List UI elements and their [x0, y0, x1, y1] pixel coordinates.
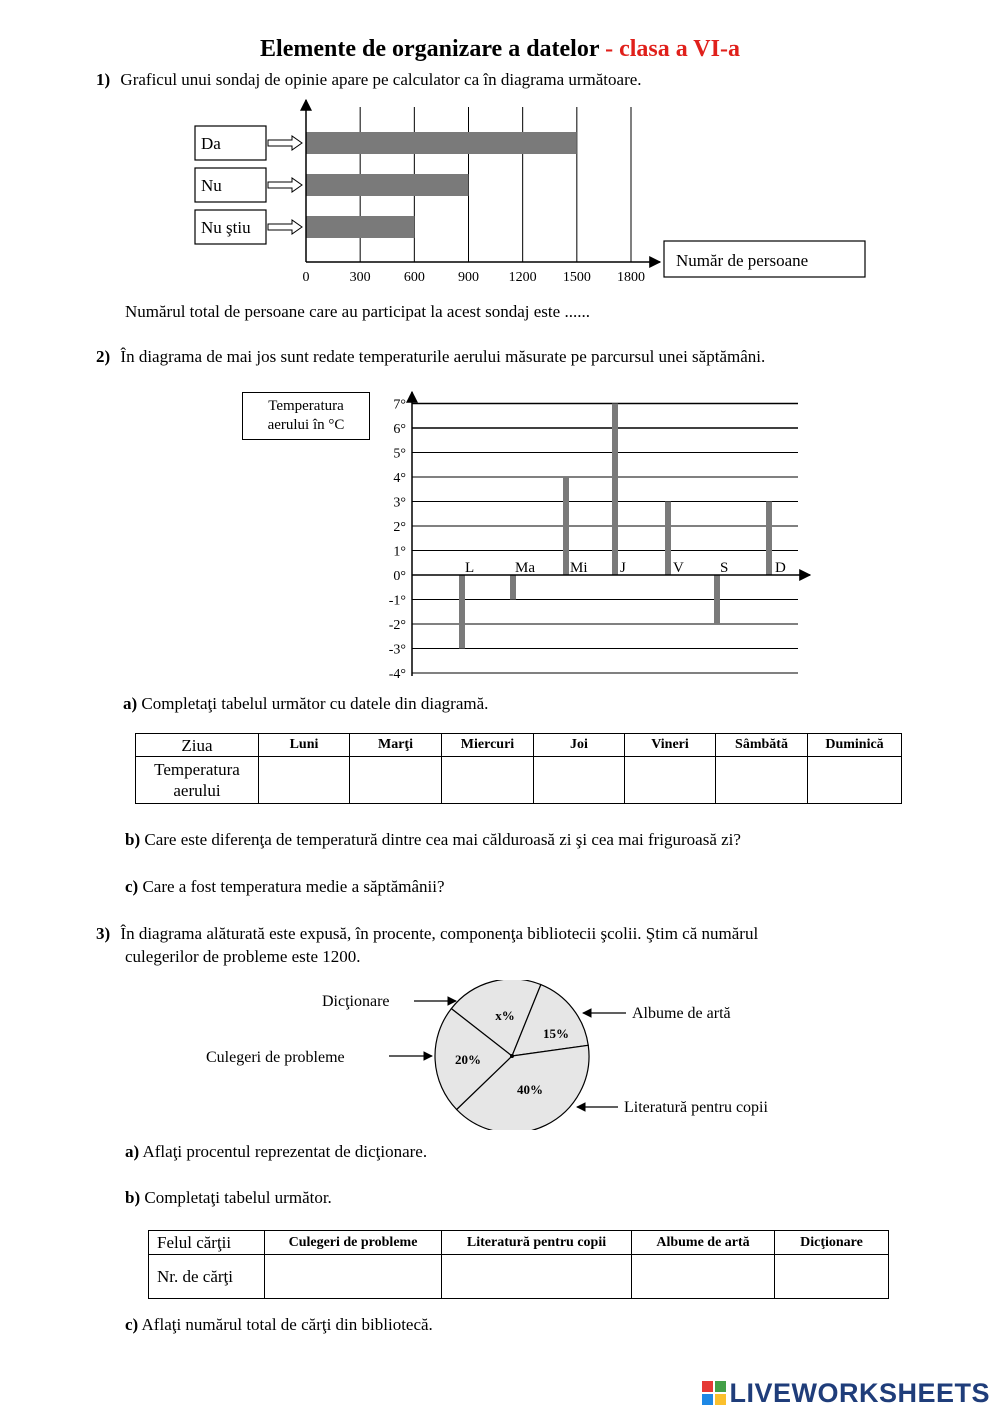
answer-cell-miercuri[interactable]: [442, 757, 534, 804]
q2-statement: [96, 347, 765, 367]
c2-y-tick-label: 7°: [393, 397, 406, 413]
c1-bar: [306, 132, 577, 154]
answer-cell-luni[interactable]: [259, 757, 350, 804]
c1-x-tick-label: 900: [458, 270, 479, 285]
logo-square: [715, 1381, 726, 1392]
q2a-text: Completaţi tabelul următor cu datele din diagramă.: [137, 694, 489, 713]
c1-hollow-arrow-icon: [268, 220, 302, 234]
answer-cell-dictionare[interactable]: [775, 1255, 889, 1299]
logo-text: LIVEWORKSHEETS: [729, 1377, 990, 1408]
logo-square: [715, 1394, 726, 1405]
c2-bar: [459, 575, 465, 649]
q2c: [125, 877, 445, 897]
answer-cell-vineri[interactable]: [625, 757, 716, 804]
q3c-label: c): [125, 1315, 139, 1334]
c2-y-tick-label: 2°: [393, 520, 406, 535]
table-day-header: Sâmbătă: [716, 734, 808, 757]
q3-text-line1: În diagrama alăturată este expusă, în procente, componenţa bibliotecii şcolii. Ştim că numărul: [120, 924, 759, 943]
q1-number: 1): [96, 70, 111, 89]
c2-y-tick-label: -3°: [388, 642, 406, 658]
c2-y-tick-label: 1°: [393, 544, 406, 560]
c2-y-tick-label: 6°: [393, 422, 406, 437]
q2c-label: c): [125, 877, 139, 896]
title-suffix: - clasa a VI-a: [599, 36, 740, 62]
c1-xlabel: Număr de persoane: [676, 251, 809, 270]
c1-x-tick-label: 1500: [562, 270, 591, 285]
q2b-text: Care este diferenţa de temperatură dintre cea mai călduroasă zi şi cea mai friguroasă zi?: [140, 830, 741, 849]
library-table-row1-label: Felul cărţii: [149, 1231, 265, 1255]
logo-icon: [702, 1381, 726, 1405]
q3b: [125, 1188, 332, 1208]
c2-bar: [665, 502, 671, 576]
c1-category-label: Nu: [201, 176, 222, 195]
q3a-text: Aflaţi procentul reprezentat de dicţionare.: [139, 1142, 428, 1161]
q3b-text: Completaţi tabelul următor.: [140, 1188, 332, 1207]
c2-y-tick-label: 4°: [393, 471, 406, 486]
library-table-col-header: Albume de artă: [632, 1231, 775, 1255]
library-table: [148, 1230, 889, 1299]
temperature-table-answer-row: [136, 757, 902, 804]
q3c-text: Aflaţi numărul total de cărţi din bibliotecă.: [138, 1315, 433, 1334]
c1-hollow-arrow-icon: [268, 178, 302, 192]
library-table-col-header: Literatură pentru copii: [442, 1231, 632, 1255]
c2-y-tick-label: 0°: [393, 569, 406, 584]
q2-text: În diagrama de mai jos sunt redate temperaturile aerului măsurate pe parcursul unei săptămâni.: [120, 347, 766, 366]
answer-cell-marti[interactable]: [350, 757, 442, 804]
q3b-label: b): [125, 1188, 141, 1207]
library-table-col-header: Dicţionare: [775, 1231, 889, 1255]
q2b-label: b): [125, 830, 141, 849]
q3-text-line2: culegerilor de probleme este 1200.: [125, 947, 361, 966]
answer-cell-culegeri[interactable]: [265, 1255, 442, 1299]
q3-number: 3): [96, 924, 111, 943]
c2-y-tick-label: -4°: [388, 667, 406, 682]
c1-category-label: Da: [201, 134, 221, 153]
q3c: [125, 1315, 433, 1335]
logo-square: [702, 1394, 713, 1405]
c2-day-label: D: [775, 560, 786, 576]
c2-bar: [510, 575, 516, 600]
temperature-table: [135, 733, 902, 804]
table-day-header: Marţi: [350, 734, 442, 757]
row2-label-line2: aerului: [173, 781, 221, 800]
table-day-header: Miercuri: [442, 734, 534, 757]
c1-x-tick-label: 600: [403, 270, 425, 285]
table-day-header: Joi: [534, 734, 625, 757]
library-table-answer-row: [149, 1255, 889, 1299]
c2-bar: [714, 575, 720, 624]
c2-bar: [563, 477, 569, 575]
liveworksheets-logo: [702, 1378, 990, 1408]
table-day-header: Luni: [259, 734, 350, 757]
c2-day-label: J: [620, 560, 626, 576]
library-table-col-header: Culegeri de probleme: [265, 1231, 442, 1255]
temperature-table-header-row: [136, 734, 902, 757]
c2-day-label: S: [720, 560, 729, 576]
c1-hollow-arrow-icon: [268, 136, 302, 150]
q2a-label: a): [123, 694, 138, 713]
library-table-row2-label: Nr. de cărţi: [149, 1255, 265, 1299]
table-day-header: Vineri: [625, 734, 716, 757]
c3-slice-value-label: 15%: [543, 1026, 569, 1041]
q2a: [123, 694, 488, 714]
q1-text: Graficul unui sondaj de opinie apare pe calculator ca în diagrama următoare.: [120, 70, 642, 89]
c3-slice-name-label: Culegeri de probleme: [206, 1049, 345, 1066]
answer-cell-sambata[interactable]: [716, 757, 808, 804]
c3-slice-value-label: 40%: [517, 1082, 543, 1097]
c3-slice-name-label: Literatură pentru copii: [624, 1099, 768, 1116]
c2-day-label: V: [673, 560, 684, 576]
q2b: [125, 830, 741, 850]
c2-day-label: Ma: [515, 560, 535, 576]
library-pie-chart: [0, 980, 1000, 1130]
row2-label-line1: Temperatura: [154, 760, 240, 779]
logo-square: [702, 1381, 713, 1392]
q2-number: 2): [96, 347, 111, 366]
c1-x-tick-label: 1800: [617, 270, 645, 285]
c3-slice-name-label: Dicţionare: [322, 993, 390, 1010]
answer-cell-duminica[interactable]: [808, 757, 902, 804]
q3a: [125, 1142, 427, 1162]
c1-x-tick-label: 1200: [508, 270, 537, 285]
library-table-header-row: [149, 1231, 889, 1255]
temperature-table-row2-label: [136, 757, 259, 804]
c2-y-tick-label: 3°: [393, 495, 406, 511]
survey-bar-chart: [0, 0, 1000, 300]
answer-cell-literatura[interactable]: [442, 1255, 632, 1299]
q1-question: Numărul total de persoane care au participat la acest sondaj este ......: [125, 302, 590, 321]
c2-day-label: Mi: [570, 560, 588, 576]
c1-x-tick-label: 300: [349, 270, 371, 285]
c1-bar: [306, 216, 414, 238]
c1-category-label: Nu ştiu: [201, 218, 251, 237]
c2-y-tick-label: -1°: [388, 593, 406, 609]
temperature-bar-chart: [0, 380, 1000, 690]
c1-x-tick-label: 0: [302, 270, 310, 285]
c3-pie-center: [510, 1054, 514, 1058]
table-day-header: Duminică: [808, 734, 902, 757]
title-main: Elemente de organizare a datelor: [260, 36, 600, 62]
c2-bar: [612, 404, 618, 576]
c3-slice-name-label: Albume de artă: [632, 1005, 731, 1022]
c2-day-label: L: [465, 560, 475, 576]
temperature-table-row1-label: Ziua: [136, 734, 259, 757]
temperature-chart-title-text: Temperatura aerului în °C: [267, 398, 345, 433]
c1-bar: [306, 174, 469, 196]
q3-statement: [96, 924, 758, 944]
c3-slice-value-label: 20%: [455, 1052, 481, 1067]
q3a-label: a): [125, 1142, 140, 1161]
c2-y-tick-label: -2°: [388, 618, 406, 633]
c2-y-tick-label: 5°: [393, 446, 406, 462]
c2-bar: [766, 502, 772, 576]
q2c-text: Care a fost temperatura medie a săptămânii?: [138, 877, 445, 896]
c3-slice-value-label: x%: [495, 1008, 515, 1023]
answer-cell-joi[interactable]: [534, 757, 625, 804]
answer-cell-albume[interactable]: [632, 1255, 775, 1299]
